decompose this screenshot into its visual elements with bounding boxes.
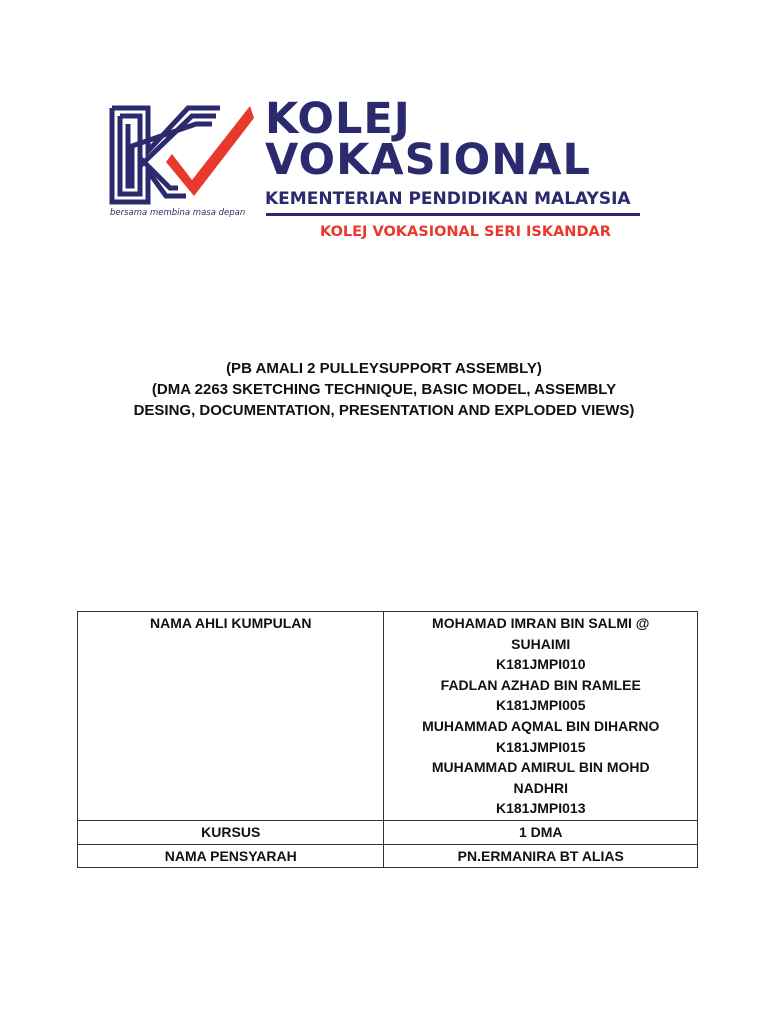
members-list [384, 612, 698, 821]
member-line: K181JMPI013 [495, 800, 586, 817]
member-line: MOHAMAD IMRAN BIN SALMI @ [432, 615, 650, 631]
members-label: NAMA AHLI KUMPULAN [78, 612, 384, 821]
kv-emblem-icon [108, 96, 258, 208]
college-name: KOLEJ VOKASIONAL SERI ISKANDAR [320, 224, 611, 240]
member-line: K181JMPI015 [495, 738, 586, 755]
course-row [78, 820, 698, 844]
member-line: K181JMPI005 [495, 697, 586, 714]
lecturer-row [78, 844, 698, 868]
logo-divider [266, 213, 640, 216]
lecturer-value: PN.ERMANIRA BT ALIAS [384, 844, 698, 868]
ministry-name: KEMENTERIAN PENDIDIKAN MALAYSIA [265, 189, 631, 209]
document-title [60, 358, 708, 421]
members-row [78, 612, 698, 821]
lecturer-label: NAMA PENSYARAH [78, 844, 384, 868]
member-line: MUHAMMAD AQMAL BIN DIHARNO [422, 717, 660, 734]
member-line: K181JMPI010 [495, 656, 586, 673]
college-logo [108, 96, 648, 256]
title-line-2: (DMA 2263 SKETCHING TECHNIQUE, BASIC MODEL, ASSEMBLY [151, 381, 617, 398]
title-line-1: (PB AMALI 2 PULLEYSUPPORT ASSEMBLY) [226, 360, 542, 377]
member-line: SUHAIMI [511, 635, 571, 652]
course-label: KURSUS [78, 820, 384, 844]
group-info-table [77, 611, 698, 868]
member-line: MUHAMMAD AMIRUL BIN MOHD [431, 759, 650, 776]
member-line: NADHRI [513, 779, 568, 796]
member-line: FADLAN AZHAD BIN RAMLEE [440, 676, 641, 693]
logo-tagline: bersama membina masa depan [110, 208, 246, 218]
title-line-3: DESING, DOCUMENTATION, PRESENTATION AND EXPLODED VIEWS) [133, 402, 635, 419]
brand-line-2: VOKASIONAL [265, 135, 591, 185]
course-value: 1 DMA [384, 820, 698, 844]
brand-line-1: KOLEJ [265, 94, 411, 144]
